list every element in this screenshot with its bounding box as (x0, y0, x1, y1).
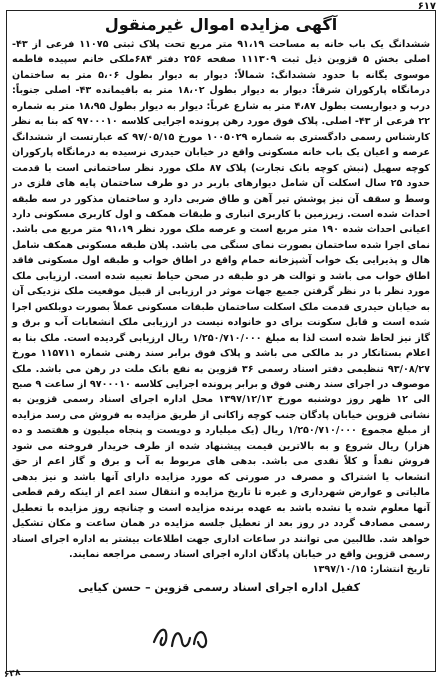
publication-date: تاریخ انتشار: ۱۳۹۷/۱۰/۱۵ (312, 564, 430, 576)
page-number: ۶۱۷ (417, 1, 436, 12)
ad-title: آگهی مزایده اموال غیرمنقول (104, 15, 338, 34)
handwritten-signature-mark (150, 620, 210, 654)
ad-body: ششدانگ یک باب خانه به مساحت ۹۱،۱۹ متر مربع تحت پلاک ثبتی ۱۱۰۷۵ فرعی از ۴۳- اصلی بخش ۵ قزوین ذیل ثبت ۱۱۱۳۰۹ صفحه ۲۵۶ دفتر ۶۸۴ملکی خانم سپیده فاطمه موسوی یگانه با حدود ششدانگ: شمالاً: دیوار به دیوار بطول ۵،۰۶ متر به ساختمان درمانگاه پارکوران شرقاً: دیوار به دیوار بطول ۱۸،۰۲ متر به باقیمانده ۴۳- اصلی جنوباً: درب و دیواریست بطول ۴،۸۷ متر به شارع غرباً: دیوار به دیوار بطول ۱۸،۹۵ متر به شماره ۲۲ فرعی از ۴۳- اصلی. پلاک فوق مورد رهن پرونده اجرایی کلاسه ۹۷۰۰۰۱۰ که بنا به نظر کارشناس رسمی دادگستری به شماره ۱۰۰۵۰۲۹ مورخ ۹۷/۰۵/۱۵ که عبارتست از ششدانگ عرصه و اعیان یک باب خانه مسکونی واقع در خیابان حیدری نرسیده به درمانگاه پارکوران کوچه سهیل (نبش کوچه بانک تجارت) پلاک ۸۷ ملک مورد نظر ساختمانی است با قدمت حدود ۲۵ سال اسکلت آن شامل دیوارهای باربر در دو طرف ساختمان پایه های فلزی در وسط و سقف آن نیز پوشش تیر آهن و طاق ضربی دارد و ساختمان مذکور در سه طبقه احداث شده است. زیرزمین با کاربری انباری و طبقات همکف و اول کاربری مسکونی دارد اعیانی احداث شده ۱۹۰ متر مربع است و عرصه ملک مورد نظر ۹۱،۱۹ متر مربع می باشد. نمای اجرا شده ساختمان بصورت نمای سنگی می باشد. پلان طبقه مسکونی همکف شامل هال و پذیرایی یک خواب آشپزخانه حمام واقع در اطاق خواب و طبقه اول مسکونی فاقد اطاق خواب می باشد و توالت هر دو طبقه در صحن حیاط تعبیه شده است. ارزیابی ملک مورد نظر با در نظر گرفتن جمیع جهات موثر در ارزیابی از قبیل موقعیت ملک نزدیکی آن به خیابان حیدری قدمت ملک اسکلت ساختمان طبقات مسکونی عملاً بصورت دوبلکس اجرا شده است و قابل سکونت برای دو خانواده نیست در ارزیابی ملک انشعابات آب و برق و گاز نیز لحاظ شده است لذا به مبلغ ۱/۲۵۰/۷۱۰/۰۰۰ ریال ارزیابی گردیده است. ملک بنا به اعلام بستانکار در بد مالکی می باشد و پلاک فوق برابر سند رهنی شماره ۱۱۵۷۱۱ مورخ ۹۳/۰۸/۲۷ تنظیمی دفتر اسناد رسمی ۳۶ قزوین به نفع بانک ملت در رهن می باشد. ملک موصوف در اجرای سند رهنی فوق و برابر پرونده اجرایی کلاسه ۹۷۰۰۰۱۰ از ساعت ۹ صبح الی ۱۲ ظهر روز دوشنبه مورخ ۱۳۹۷/۱۲/۱۳ محل اداره اجرای اسناد رسمی قزوین به نشانی قزوین خیابان پادگان جنب کوچه زاکانی از طریق مزایده به فروش می رسد مزایده از مبلغ مجموع ۱/۲۵۰/۷۱۰/۰۰۰ ریال (یک میلیارد و دویست و پنجاه میلیون و هفتصد و ده هزار) ریال شروع و به بالاترین قیمت پیشنهاد شده از طرف خریدار فروخته می شود فروش نقداً و کلاً نقدی می باشد. بدهی های مربوط به آب و برق و گاز اعم از حق انشعاب یا اشتراک و مصرف در صورتی که مورد مزایده دارای آنها باشد و نیز بدهی مالیاتی و عوارض شهرداری و غیره تا تاریخ مزایده و انتقال سند اعم از اینکه رقم قطعی آنها معلوم شده یا نشده باشد به عهده برنده مزایده است و چنانچه روز مزایده با تعطیل رسمی مصادف گردد در روز بعد از تعطیل جلسه مزایده در همان ساعت و مکان تشکیل خواهد شد. طالبین می توانند در ساعات اداری جهت اطلاعات بیشتر به اداره اجرای اسناد رسمی قزوین واقع در خیابان پادگان اداره اجرای اسناد رسمی مراجعه نمایند. (12, 39, 431, 560)
auction-ad (6, 10, 436, 672)
ad-signature: کفیل اداره اجرای اسناد رسمی قزوین – حسن کیایی (78, 580, 360, 594)
footer-code: ۶۳۸ (3, 667, 22, 680)
